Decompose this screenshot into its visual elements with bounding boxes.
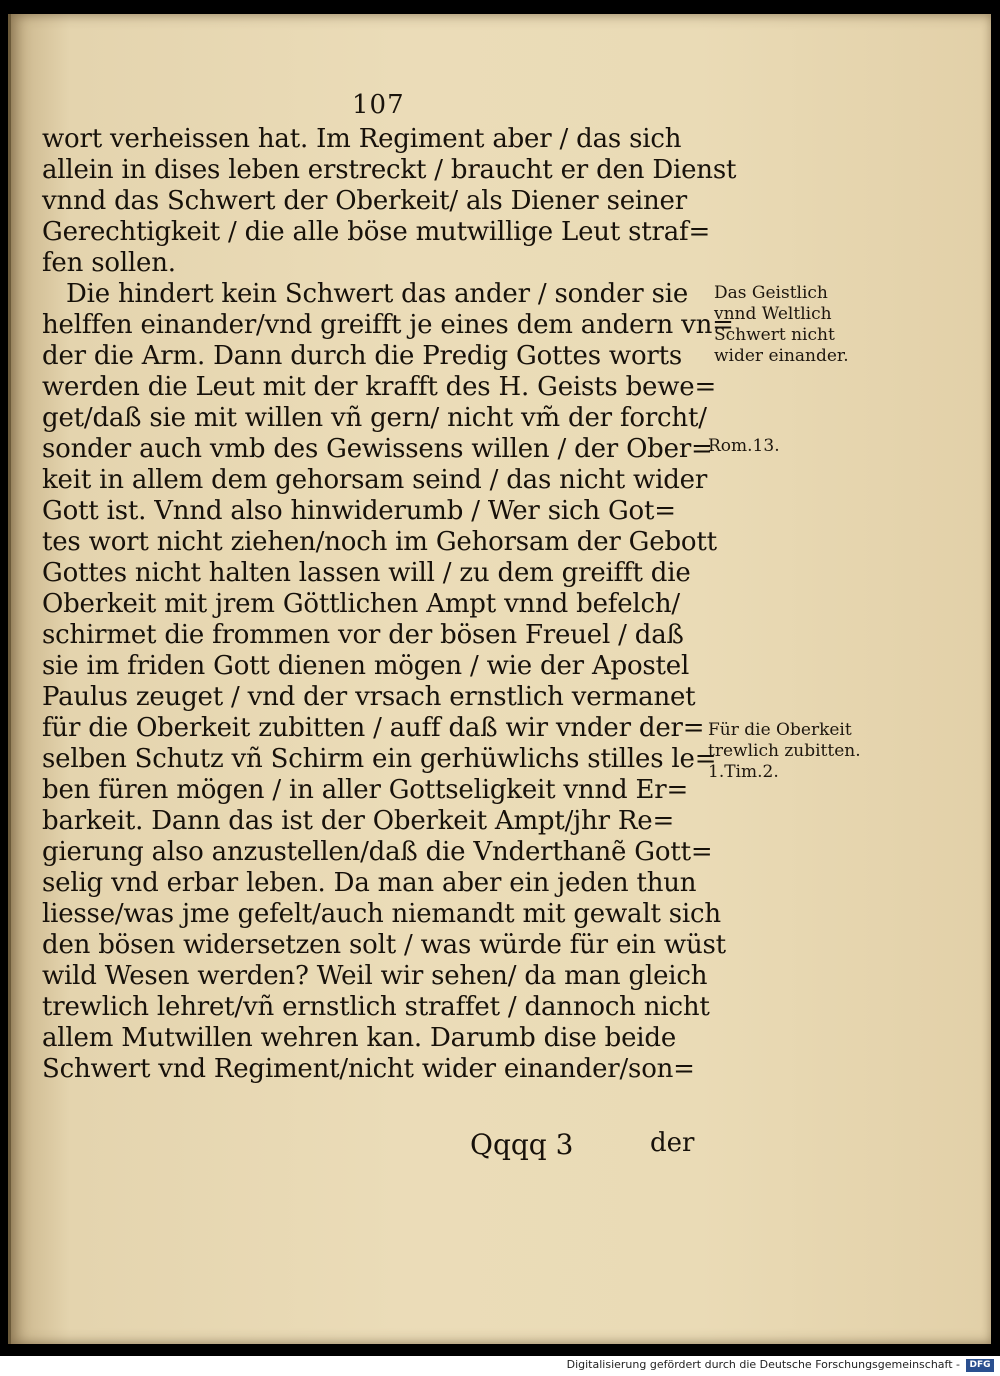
text-line: Gerechtigkeit / die alle böse mutwillige Leut straf= [42, 217, 711, 247]
text-line: get/daß sie mit willen vñ gern/ nicht vm̃ der forcht/ [42, 403, 707, 433]
margin-note [714, 283, 849, 367]
margin-note-line: vnnd Weltlich [714, 304, 832, 324]
margin-note-line: Schwert nicht [714, 325, 835, 345]
margin-note-line: Rom.13. [708, 436, 780, 456]
margin-note [708, 436, 780, 457]
text-line: barkeit. Dann das ist der Oberkeit Ampt/jhr Re= [42, 806, 675, 836]
text-line: wild Wesen werden? Weil wir sehen/ da man gleich [42, 961, 708, 991]
page-number: 107 [352, 90, 405, 120]
text-line: der die Arm. Dann durch die Predig Gottes worts [42, 341, 683, 371]
text-line: sonder auch vmb des Gewissens willen / der Ober= [42, 434, 713, 464]
margin-note-line: wider einander. [714, 346, 849, 366]
text-line: selig vnd erbar leben. Da man aber ein jeden thun [42, 868, 697, 898]
margin-note-line: trewlich zubitten. [708, 741, 861, 761]
text-line: helffen einander/vnd greifft je eines dem andern vn= [42, 310, 734, 340]
text-line: Oberkeit mit jrem Göttlichen Ampt vnnd befelch/ [42, 589, 680, 619]
body-text [42, 124, 737, 1085]
text-line: werden die Leut mit der krafft des H. Geists bewe= [42, 372, 717, 402]
margin-note-line: Für die Oberkeit [708, 720, 852, 740]
text-line: trewlich lehret/vñ ernstlich straffet / dannoch nicht [42, 992, 710, 1022]
text-line: liesse/was jme gefelt/auch niemandt mit gewalt sich [42, 899, 721, 929]
text-line: Die hindert kein Schwert das ander / sonder sie [66, 279, 689, 309]
dfg-logo: DFG [966, 1359, 994, 1372]
text-line: vnnd das Schwert der Oberkeit/ als Diener seiner [42, 186, 687, 216]
text-line: Gott ist. Vnnd also hinwiderumb / Wer sich Got= [42, 496, 676, 526]
text-line: wort verheissen hat. Im Regiment aber / das sich [42, 124, 682, 154]
text-line: Schwert vnd Regiment/nicht wider einander/son= [42, 1054, 695, 1084]
text-line: allein in dises leben erstreckt / braucht er den Dienst [42, 155, 737, 185]
margin-note [708, 720, 861, 783]
text-line: fen sollen. [42, 248, 176, 278]
text-line: ben füren mögen / in aller Gottseligkeit vnnd Er= [42, 775, 689, 805]
text-line: für die Oberkeit zubitten / auff daß wir vnder der= [42, 713, 705, 743]
page-footer [42, 1128, 710, 1162]
margin-note-line: Das Geistlich [714, 283, 828, 303]
text-line: sie im friden Gott dienen mögen / wie der Apostel [42, 651, 690, 681]
text-line: tes wort nicht ziehen/noch im Gehorsam der Gebott [42, 527, 717, 557]
credit-bar [0, 1356, 1000, 1376]
signature-mark: Qqqq 3 [470, 1128, 574, 1161]
text-line: keit in allem dem gehorsam seind / das nicht wider [42, 465, 708, 495]
catchword: der [650, 1128, 695, 1158]
funding-credit: Digitalisierung gefördert durch die Deutsche Forschungsgemeinschaft - [566, 1358, 960, 1371]
text-line: gierung also anzustellen/daß die Vnderthanẽ Gott= [42, 837, 713, 867]
margin-note-line: 1.Tim.2. [708, 762, 779, 782]
text-line: allem Mutwillen wehren kan. Darumb dise beide [42, 1023, 677, 1053]
text-line: Paulus zeuget / vnd der vrsach ernstlich vermanet [42, 682, 696, 712]
text-line: den bösen widersetzen solt / was würde für ein wüst [42, 930, 726, 960]
text-line: schirmet die frommen vor der bösen Freuel / daß [42, 620, 684, 650]
text-line: Gottes nicht halten lassen will / zu dem greifft die [42, 558, 691, 588]
text-line: selben Schutz vñ Schirm ein gerhüwlichs stilles le= [42, 744, 717, 774]
